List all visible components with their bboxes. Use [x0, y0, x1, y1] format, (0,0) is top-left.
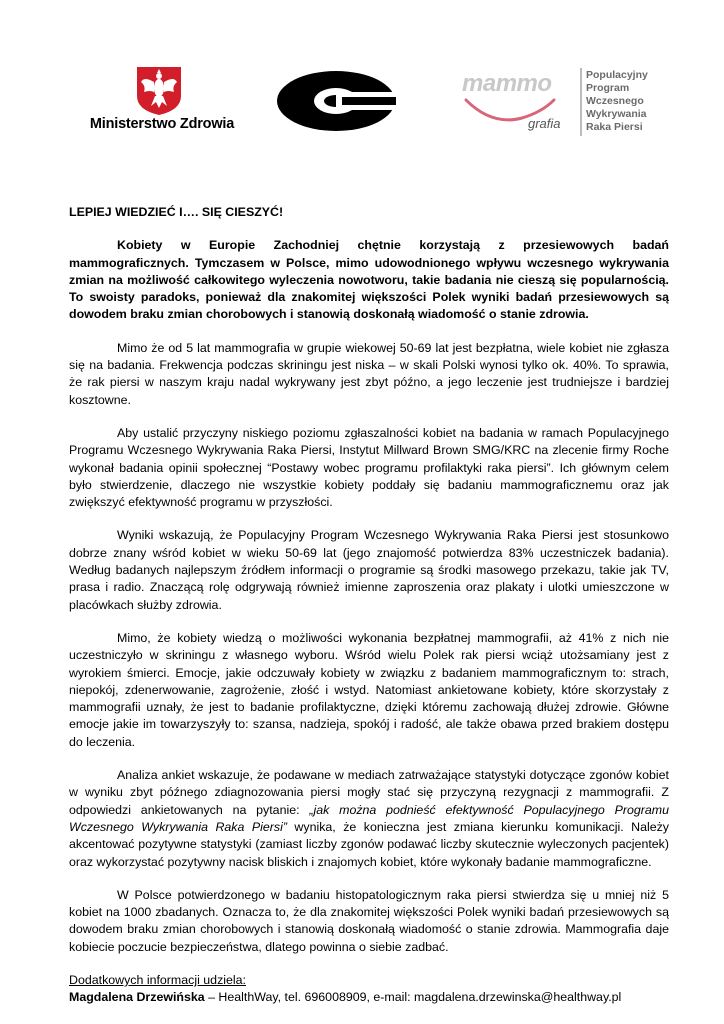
contact-details: – HealthWay, tel. 696008909, e-mail: magdalena.drzewinska@healthway.pl — [204, 990, 622, 1005]
pink-swoosh-icon — [462, 96, 582, 136]
contact-info — [69, 972, 669, 1007]
header-logos — [0, 62, 724, 142]
lead-paragraph: Kobiety w Europie Zachodniej chętnie korzystają z przesiewowych badań mammograficznych. Tymczasem w Polsce, mimo udowodnionego wpływu wczesnego wykrywania zmian na możliwość całkowitego wyleczenia nowotworu, takie badania nie cieszą się popularnością. To swoisty paradoks, ponieważ dla znakomitej większości Polek wyniki badań przesiewowych są dowodem braku zmian chorobowych i stanowią doskonałą wiadomość o stanie zdrowia. — [69, 238, 669, 322]
paragraph-6: W Polsce potwierdzonego w badaniu histopatologicznym raka piersi stwierdza się u mniej niż 5 kobiet na 1000 zbadanych. Oznacza to, że dla znakomitej większości Polek wyniki badań przesiewowych są dowodem braku zmian chorobowych i stanowią doskonałą wiadomość o stanie zdrowia. Mammografia daje kobiecie poczucie bezpieczeństwa, dlatego powinna o siebie zadbać. — [69, 887, 669, 954]
document-body — [69, 204, 669, 1007]
logo-divider — [580, 68, 582, 136]
paragraph-4: Mimo, że kobiety wiedzą o możliwości wykonania bezpłatnej mammografii, aż 41% z nich nie uczestniczyło w skriningu z własnego wyboru. Wśród wielu Polek rak piersi wciąż utożsamiany jest z wyrokiem śmierci. Emocje, jakie odczuwały kobiety w związku z badaniem mammograficznym to: strach, niepokój, zdenerwowanie, zagrożenie, złość i wstyd. Natomiast ankietowane kobiety, które skorzystały z mammografii uznały, że jest to badanie profilaktyczne, dzięki któremu zachowają dłużej zdrowie. Główne emocje jakie im towarzyszyły to: szansa, nadzieja, spokój i radość, ale także obawa przed brakiem dostępu do leczenia. — [69, 630, 669, 749]
grafia-word: grafia — [528, 116, 561, 131]
contact-label: Dodatkowych informacji udziela: — [69, 972, 246, 987]
program-line: Program — [586, 82, 630, 94]
paragraph-5-text: Analiza ankiet wskazuje, że podawane w mediach zatrważające statystyki dotyczące zgonów kobiet w wyniku zbyt późnego zdiagnozowania piersi mogły stać się przyczyną rezygnacji z mammografii. Z odpowiedzi ankietowanych na pytanie: — [69, 768, 669, 817]
program-name — [586, 69, 648, 134]
program-line: Populacyjny — [586, 69, 648, 81]
paragraph-2: Aby ustalić przyczyny niskiego poziomu zgłaszalności kobiet na badania w ramach Populacyjnego Programu Wczesnego Wykrywania Raka Piersi, Instytut Millward Brown SMG/KRC na zlecenie firmy Roche wykonał badania opinii społecznej “Postawy wobec programu profilaktyki raka piersi”. Ich głównym celem było stwierdzenie, dlaczego nie wszystkie kobiety poddały się badaniu mammograficznemu oraz jak zwiększyć efektywność programu w przyszłości. — [69, 425, 669, 510]
program-line: Raka Piersi — [586, 121, 643, 133]
mammo-word: mammo — [462, 70, 552, 97]
ministry-logo — [84, 62, 240, 138]
program-line: Wykrywania — [586, 108, 647, 120]
survey-question: „jak można podnieść efektywność Populacyjnego Programu Wczesnego Wykrywania Raka Piersi” — [69, 802, 669, 834]
paragraph-5 — [69, 767, 669, 871]
contact-name: Magdalena Drzewińska — [69, 990, 205, 1005]
mammografia-logo — [462, 66, 652, 138]
ministry-name: Ministerstwo Zdrowia — [89, 116, 235, 132]
document-title: LEPIEJ WIEDZIEĆ I…. SIĘ CIESZYĆ! — [69, 205, 284, 219]
paragraph-5-text: wynika, że konieczna jest zmiana kierunku komunikacji. Należy akcentować pozytywne statystyki (zamiast liczby zgonów podawać liczby skutecznie wyleczonych pacjentek) oraz wykorzystać pozytywny nacisk bliskich i znajomych kobiet, które wykonały badanie mammograficzne. — [69, 819, 669, 869]
paragraph-1: Mimo że od 5 lat mammografia w grupie wiekowej 50-69 lat jest bezpłatna, wiele kobiet nie zgłasza się na badania. Frekwencja podczas skriningu jest niska – w skali Polski wynosi tylko ok. 40%. To sprawia, że rak piersi w naszym kraju nadal wykrywany jest zbyt późno, a jego leczenie jest trudniejsze i bardziej kosztowne. — [69, 340, 669, 407]
program-line: Wczesnego — [586, 95, 644, 107]
oc-logo-icon — [276, 70, 396, 132]
paragraph-3: Wyniki wskazują, że Populacyjny Program Wczesnego Wykrywania Raka Piersi jest stosunkowo dobrze znany wśród kobiet w wieku 50-69 lat (jego znajomość potwierdza 83% uczestniczek badania). Według badanych najlepszym źródłem informacji o programie są środki masowego przekazu, takie jak TV, prasa i radio. Znaczącą rolę odgrywają również imienne zaproszenia oraz plakaty i ulotki umieszczone w placówkach służby zdrowia. — [69, 528, 669, 612]
eagle-emblem-icon — [136, 66, 182, 116]
